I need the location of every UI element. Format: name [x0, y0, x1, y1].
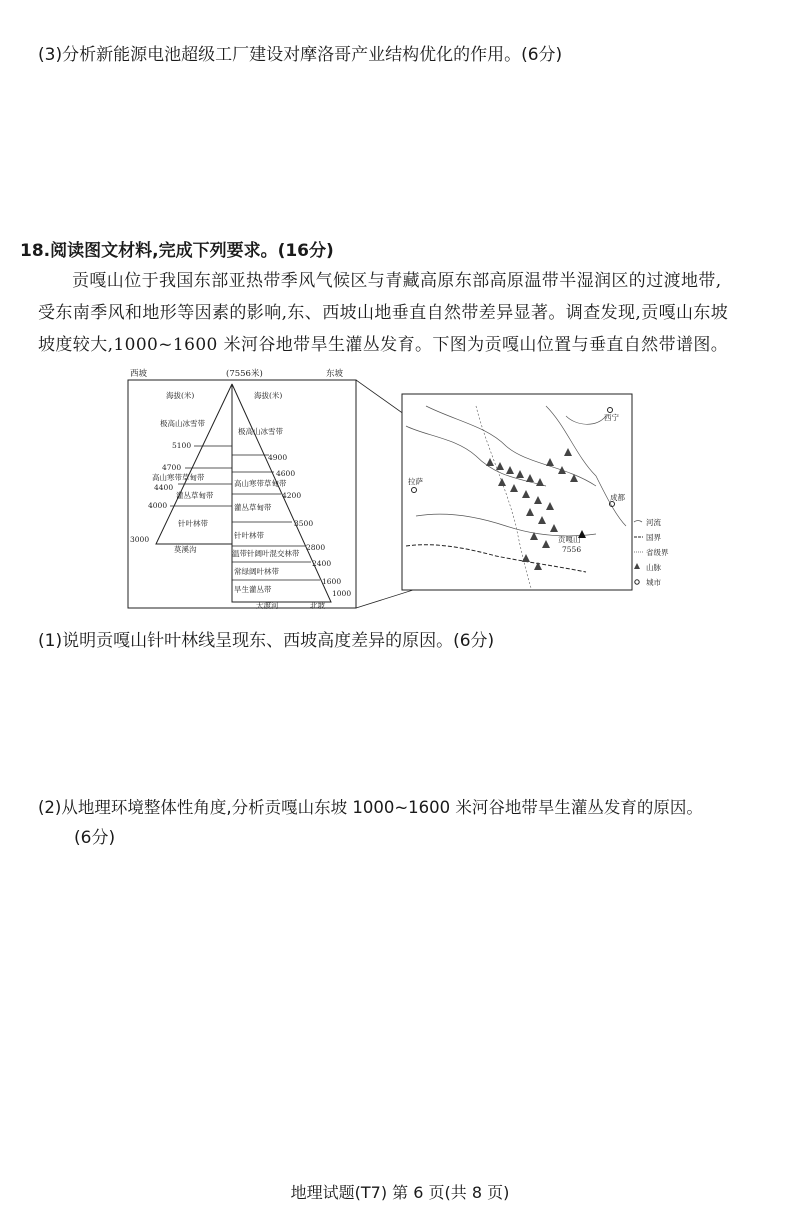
east-zone-2: 灌丛草甸带	[234, 503, 272, 512]
map-legend	[634, 517, 669, 587]
east-alt-5: 2400	[312, 559, 332, 568]
west-base-label: 莫溪沟	[174, 545, 197, 554]
peak-height-label: (7556米)	[226, 369, 263, 379]
legend-national-border: 国界	[646, 533, 661, 542]
east-zone-3: 针叶林带	[234, 531, 264, 540]
east-zone-1: 高山寒带草甸带	[234, 479, 287, 488]
east-alt-0: 4900	[268, 453, 288, 462]
west-alt-2: 4400	[154, 483, 174, 492]
question-18-part-2-line-1: (2)从地理环境整体性角度,分析贡嘎山东坡 1000~1600 米河谷地带旱生灌丛发育的原因。	[38, 798, 703, 817]
west-zone-1: 高山寒带草甸带	[152, 473, 205, 482]
west-alt-4: 3000	[130, 535, 150, 544]
east-alt-7: 1000	[332, 589, 352, 598]
legend-river: 河流	[646, 518, 661, 527]
peak-name: 贡嘎山	[558, 535, 581, 544]
east-zone-4: 温带针阔叶混交林带	[232, 549, 300, 558]
east-base-label: 大渡河	[256, 601, 279, 610]
page-footer: 地理试题(T7) 第 6 页(共 8 页)	[290, 1183, 510, 1202]
west-alt-3: 4000	[148, 501, 168, 510]
material-paragraph-line-2: 受东南季风和地形等因素的影响,东、西坡山地垂直自然带差异显著。调查发现,贡嘎山东坡	[38, 303, 729, 323]
west-alt-1: 4700	[162, 463, 182, 472]
altitude-axis-west: 海拔(米)	[166, 391, 195, 400]
east-alt-4: 2800	[306, 543, 326, 552]
question-17-part-3: (3)分析新能源电池超级工厂建设对摩洛哥产业结构优化的作用。(6分)	[38, 45, 563, 65]
west-alt-0: 5100	[172, 441, 192, 450]
gongga-mountain-figure	[126, 366, 669, 612]
west-zone-2: 灌丛草甸带	[176, 491, 214, 500]
legend-provincial-border: 省级界	[646, 548, 669, 557]
question-18-part-1: (1)说明贡嘎山针叶林线呈现东、西坡高度差异的原因。(6分)	[38, 631, 495, 651]
east-alt-2: 4200	[282, 491, 302, 500]
peak-height: 7556	[562, 545, 582, 554]
legend-mountain: 山脉	[646, 563, 661, 572]
legend-city: 城市	[646, 578, 661, 587]
city-chengdu: 成都	[610, 493, 625, 502]
question-18-part-2-line-2: (6分)	[74, 828, 116, 848]
west-zone-3: 针叶林带	[178, 519, 208, 528]
material-paragraph-line-3: 坡度较大,1000~1600 米河谷地带旱生灌丛发育。下图为贡嘎山位置与垂直自然带谱图。	[38, 335, 729, 355]
material-paragraph-line-1: 贡嘎山位于我国东部亚热带季风气候区与青藏高原东部高原温带半湿润区的过渡地带,	[72, 271, 722, 291]
question-18-header: 18.阅读图文材料,完成下列要求。(16分)	[20, 241, 334, 261]
west-slope-label: 西坡	[130, 369, 148, 379]
city-xining: 西宁	[604, 413, 619, 422]
city-lhasa: 拉萨	[408, 477, 423, 486]
east-zone-5: 常绿阔叶林带	[234, 567, 279, 576]
west-zone-0: 极高山冰雪带	[160, 419, 205, 428]
east-alt-1: 4600	[276, 469, 296, 478]
altitude-axis-east: 海拔(米)	[254, 391, 283, 400]
east-alt-3: 3500	[294, 519, 314, 528]
north-slope-label: 北坡	[310, 601, 325, 610]
east-slope-label: 东坡	[326, 369, 344, 379]
east-zone-0: 极高山冰雪带	[238, 427, 283, 436]
east-zone-6: 旱生灌丛带	[234, 585, 272, 594]
east-alt-6: 1600	[322, 577, 342, 586]
